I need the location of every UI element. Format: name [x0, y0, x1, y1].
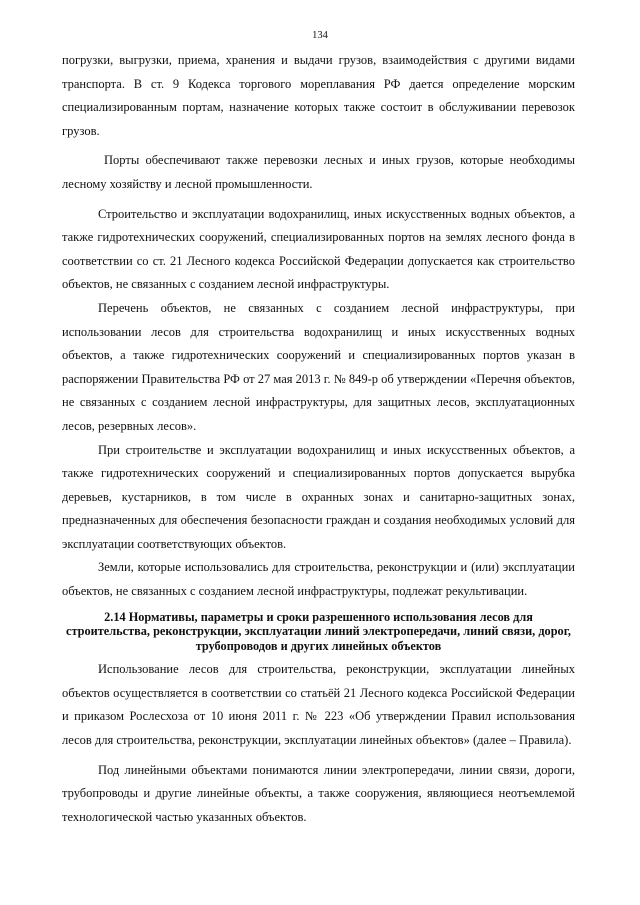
section-heading: 2.14 Нормативы, параметры и сроки разрешенного использования лесов для строительства, реконструкции, эксплуатации линий электропередачи, линий связи, дорог, трубопроводов и других линейных объектов — [66, 609, 571, 653]
paragraph-land-recultivation: Земли, которые использовались для строительства, реконструкции и (или) эксплуатации объектов, не связанных с созданием лесной инфраструктуры, подлежат рекультивации. — [62, 560, 575, 599]
paragraph-tree-cutting: При строительстве и эксплуатации водохранилищ и иных искусственных объектов, а также гидротехнических сооружений и специализированных портов допускается вырубка деревьев, кустарников, в том числе в охранных зонах и санитарно-защитных зонах, предназначенных для обеспечения безопасности граждан и создания необходимых условий для эксплуатации соответствующих объектов. — [62, 442, 575, 551]
paragraph-reservoir-construction: Строительство и эксплуатации водохранилищ, иных искусственных водных объектов, а также гидротехнических сооружений, специализированных портов на землях лесного фонда в соответствии со ст. 21 Лесного кодекса Российской Федерации допускается как строительство объектов, не связанных с созданием лесной инфраструктуры. — [62, 206, 575, 292]
paragraph-linear-objects-usage: Использование лесов для строительства, реконструкции, эксплуатации линейных объектов осуществляется в соответствии со статьёй 21 Лесного кодекса Российской Федерации и приказом Рослесхоза от 10 июня 2011 г. № 223 «Об утверждении Правил использования лесов для строительства, реконструкции, эксплуатации линейных объектов» (далее – Правила). — [62, 662, 575, 747]
document-body — [62, 49, 575, 829]
paragraph-objects-list: Перечень объектов, не связанных с созданием лесной инфраструктуры, при использовании лесов для строительства водохранилищ и иных искусственных водных объектов, а также гидротехнических сооружений и специализированных портов указан в распоряжении Правительства РФ от 27 мая 2013 г. № 849-р об утверждении «Перечня объектов, не связанных с созданием лесной инфраструктуры, для защитных лесов, эксплуатационных лесов, резервных лесов». — [62, 300, 575, 433]
paragraph-ports-forest-cargo: Порты обеспечивают также перевозки лесных и иных грузов, которые необходимы лесному хозяйству и лесной промышленности. — [62, 153, 575, 191]
paragraph-ports-definition: погрузки, выгрузки, приема, хранения и выдачи грузов, взаимодействия с другими видами транспорта. В ст. 9 Кодекса торгового мореплавания РФ дается определение морским специализированным портам, назначение которых также состоит в обслуживании перевозок грузов. — [62, 53, 575, 138]
paragraph-linear-objects-definition: Под линейными объектами понимаются линии электропередачи, линии связи, дороги, трубопроводы и другие линейные объекты, а также сооружения, являющиеся неотъемлемой технологической частью указанных объектов. — [62, 762, 575, 824]
page-number: 134 — [312, 30, 328, 41]
